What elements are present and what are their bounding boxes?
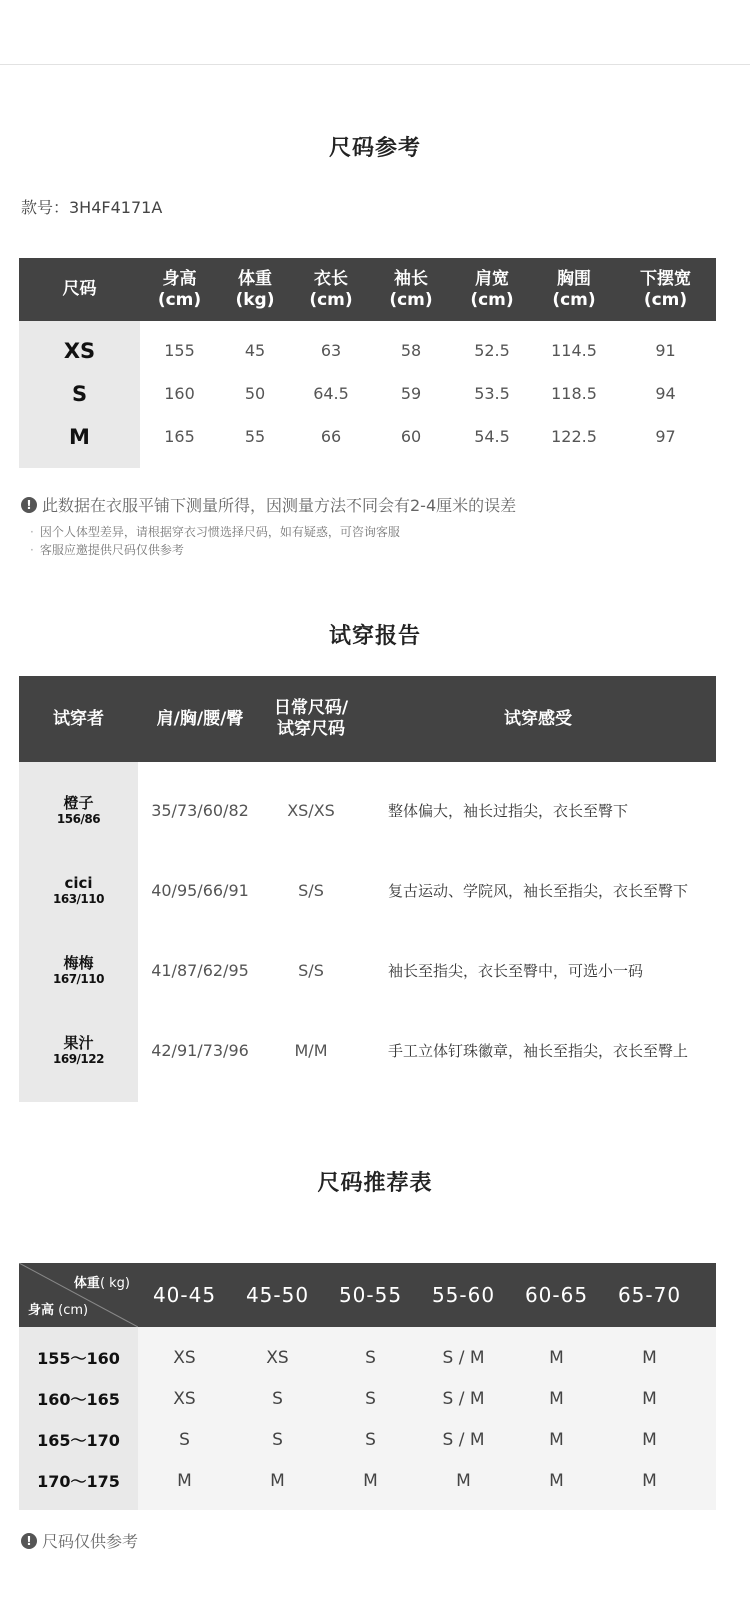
cell: XS [266,1348,289,1368]
cell: M [642,1471,657,1491]
weight-range: 50-55 [338,1283,403,1307]
top-divider [0,64,750,65]
tryon-report-title: 试穿报告 [328,624,421,649]
table-row [140,335,716,378]
feedback: 复古运动、学院风，袖长至指尖，衣长至臀下 [388,881,689,900]
header-size: 尺码 [62,279,97,299]
cell: 63 [320,341,342,360]
table-row [138,1379,716,1420]
size-table-header [19,258,716,321]
cell: S [365,1348,376,1368]
table-row [138,1420,716,1461]
table-row [140,378,716,421]
cell: M [642,1348,657,1368]
body-measure: 41/87/62/95 [151,960,249,980]
tester [19,930,138,1010]
height-range: 165～170 [37,1431,120,1450]
cell: M [363,1471,378,1491]
table-row [138,850,716,930]
cell: M [456,1471,471,1491]
sub-note: · 因个人体型差异，请根据穿衣习惯选择尺码，如有疑惑，可咨询客服 [30,525,400,539]
header-chest: 胸围 (cm) [552,268,596,310]
cell: 160 [164,384,195,403]
size-label: S [71,382,88,406]
cell: M [270,1471,285,1491]
header-length: 衣长 (cm) [309,268,353,310]
height-axis-label: 身高 (cm) [28,1303,89,1318]
exclamation-icon: ! [21,1533,37,1549]
cell: 122.5 [551,427,597,446]
size-worn: S/S [298,880,324,900]
feedback: 袖长至指尖，衣长至臀中，可选小一码 [388,961,644,980]
cell: S [272,1430,283,1450]
measurement-note [21,493,516,516]
footer-note-text: 尺码仅供参考 [42,1532,139,1551]
tester-name: cici [64,874,93,892]
header-measurements: 肩/胸/腰/臀 [156,708,244,729]
cell: 50 [244,384,266,403]
weight-range: 60-65 [524,1283,589,1307]
size-reference-title: 尺码参考 [328,136,421,161]
table-row [138,930,716,1010]
size-recommendation-table [19,1263,716,1510]
header-sleeve: 袖长 (cm) [389,268,433,310]
header-tester: 试穿者 [53,708,104,729]
cell: M [642,1389,657,1409]
cell: 97 [655,427,676,446]
feedback: 手工立体钉珠徽章，袖长至指尖，衣长至臀上 [388,1041,689,1060]
exclamation-icon: ! [21,497,37,513]
cell: 52.5 [474,341,510,360]
height-range: 155～160 [37,1349,120,1368]
tester [19,770,138,850]
body-measure: 42/91/73/96 [151,1040,249,1060]
cell: 165 [164,427,195,446]
footer-note [21,1529,138,1552]
header-height: 身高 (cm) [157,268,202,310]
tryon-table [19,676,716,1102]
tryon-table-header [19,676,716,762]
cell: 60 [400,427,422,446]
feedback: 整体偏大，袖长过指尖，衣长至臀下 [388,801,629,820]
cell: S [179,1430,190,1450]
header-size: 日常尺码/ 试穿尺码 [273,698,349,739]
cell: S [365,1389,376,1409]
header-shoulder: 肩宽 (cm) [470,268,514,310]
cell: 53.5 [474,384,510,403]
tester [19,850,138,930]
cell: 118.5 [551,384,597,403]
header-feedback: 试穿感受 [504,708,572,729]
cell: 155 [164,341,195,360]
table-row [140,421,716,464]
size-table [19,258,716,468]
cell: 94 [655,384,676,403]
tester-name: 梅梅 [63,954,94,972]
height-range: 170～175 [37,1472,120,1491]
size-label: M [69,425,90,449]
weight-range: 55-60 [431,1283,496,1307]
tester [19,1010,138,1090]
table-row [138,1338,716,1379]
cell: M [642,1430,657,1450]
cell: M [177,1471,192,1491]
weight-range: 40-45 [152,1283,217,1307]
sub-note-text: 客服应邀提供尺码仅供参考 [39,543,184,557]
table-row [138,1010,716,1090]
tester-name: 橙子 [63,794,94,812]
tester-measure: 163/110 [53,892,104,906]
size-worn: S/S [298,960,324,980]
sub-note-text: 因个人体型差异，请根据穿衣习惯选择尺码，如有疑惑，可咨询客服 [39,525,400,539]
cell: 66 [320,427,342,446]
cell: XS [173,1348,196,1368]
cell: 114.5 [551,341,597,360]
sub-note: · 客服应邀提供尺码仅供参考 [30,543,184,557]
body-measure: 40/95/66/91 [151,880,249,900]
height-column [19,1327,138,1510]
corner-header [19,1263,138,1327]
body-measure: 35/73/60/82 [151,800,249,820]
weight-range: 65-70 [617,1283,682,1307]
size-label: XS [63,339,96,363]
cell: S [365,1430,376,1450]
measurement-note-text: 此数据在衣服平铺下测量所得，因测量方法不同会有2-4厘米的误差 [42,496,517,515]
tester-column [19,762,138,1102]
tester-name: 果汁 [63,1034,94,1052]
cell: 54.5 [474,427,510,446]
cell: 91 [655,341,676,360]
size-worn: M/M [294,1040,328,1060]
size-recommendation-title: 尺码推荐表 [317,1171,433,1196]
cell: M [549,1471,564,1491]
cell: 59 [400,384,422,403]
cell: M [549,1348,564,1368]
cell: S / M [442,1430,485,1450]
cell: S [272,1389,283,1409]
cell: XS [173,1389,196,1409]
table-row [138,770,716,850]
cell: S / M [442,1348,485,1368]
tester-measure: 169/122 [53,1052,104,1066]
size-label-column [19,321,140,468]
height-range: 160～165 [37,1390,120,1409]
cell: S / M [442,1389,485,1409]
cell: 58 [400,341,422,360]
tester-measure: 156/86 [56,812,101,826]
weight-range: 45-50 [245,1283,310,1307]
style-number: 款号：3H4F4171A [21,198,163,217]
size-worn: XS/XS [287,800,335,820]
table-row [138,1461,716,1502]
cell: 64.5 [313,384,349,403]
cell: 55 [244,427,266,446]
cell: 45 [244,341,266,360]
rec-table-header [19,1263,716,1327]
header-hem: 下摆宽 (cm) [640,268,691,310]
cell: M [549,1430,564,1450]
header-weight: 体重 (kg) [235,268,275,310]
tester-measure: 167/110 [53,972,104,986]
weight-axis-label: 体重( kg) [73,1276,130,1291]
cell: M [549,1389,564,1409]
